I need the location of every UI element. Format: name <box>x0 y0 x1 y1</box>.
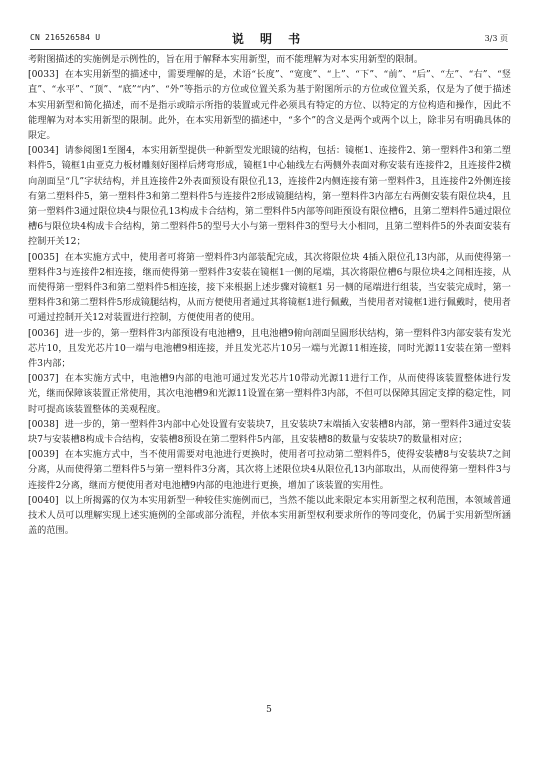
paragraph-number: [0039] <box>28 449 59 461</box>
page-indicator: 3/3 页 <box>484 34 508 43</box>
paragraph-0033 <box>28 67 511 143</box>
paragraph-number: [0034] <box>28 145 59 157</box>
paragraph-number: [0037] <box>28 373 59 385</box>
header-divider <box>30 49 508 50</box>
paragraph-text: 在本实施方式中，电池槽9内部的电池可通过发光芯片10带动光源11进行工作，从而使得该装置整体进行发光，继而保障该装置正常使用，其次电池槽9和光源11设置在第一塑料件3内部，不但可以保障其固定支撑的稳定性，同时可提高该装置整体的美观程度。 <box>28 373 511 415</box>
paragraph-text: 进一步的，第一塑料件3内部预设有电池槽9，且电池槽9俯向剖面呈圆形状结构，第一塑料件3内部安装有发光芯片10，且发光芯片10一端与电池槽9相连接，并且发光芯片10另一端与光源11相连接，同时光源11安装在第一塑料件3内部； <box>28 327 511 370</box>
paragraph-number: [0038] <box>28 418 59 430</box>
paragraph-0038 <box>28 417 511 447</box>
paragraph-0035 <box>28 250 511 326</box>
paragraph-text: 进一步的，第一塑料件3内部中心处设置有安装块7，且安装块7末端插入安装槽8内部，第一塑料件3通过安装块7与安装槽8构成卡合结构，安装槽8预设在第二塑料件5内部，且安装槽8的数量与安装块7的数量相对应； <box>28 418 511 446</box>
paragraph-number: [0035] <box>28 251 59 263</box>
paragraph-0040 <box>28 493 511 539</box>
paragraph-0037 <box>28 371 511 417</box>
paragraph-text: 在本实用新型的描述中，需要理解的是，术语“长度”、“宽度”、“上”、“下”、“前”、“后”、“左”、“右”、“竖直”、“水平”、“顶”、“底”“内”、“外”等指示的方位或位置关系为基于附图所示的方位或位置关系，仅是为了便于描述本实用新型和简化描述，而不是指示或暗示所指的装置或元件必须具有特定的方位、以特定的方位构造和操作，因此不能理解为对本实用新型的限制。此外，在本实用新型的描述中，“多个”的含义是两个或两个以上，除非另有明确具体的限定。 <box>28 69 511 142</box>
paragraph-text: 在本实施方式中，使用者可将第一塑料件3内部装配完成，其次将限位块 4插入限位孔13内部，从而使得第一塑料件3与连接件2相连接，继而使得第一塑料件3安装在镜框1一侧的尾端，其次将限位槽6与限位块4之间相连接，从而使得第一塑料件3和第二塑料件5相连接，接下来根据上述步骤对镜框1 另一侧的尾端进行组装，当安装完成时，第一塑料件3和第二塑料件5形成镜腿结构，从而方便使用者通过其将镜框1进行佩戴，当使用者对镜框1进行佩戴时，使用者可通过控制开关12对装置进行控制，方便使用者的使用。 <box>28 251 511 324</box>
paragraph-0034 <box>28 143 511 249</box>
paragraph-text: 请参阅图1至图4，本实用新型提供一种新型发光眼镜的结构，包括：镜框1、连接件2、第一塑料件3和第二塑料件5，镜框1由亚克力板材雕刻好图样后烤弯形成，镜框1中心轴线左右两侧外表面对称安装有连接件2，且连接件2横向剖面呈“几”字状结构，并且连接件2外表面预设有限位孔13，连接件2内侧连接有第一塑料件3，且连接件2外侧连接有第二塑料件5，第一塑料件3和第二塑料件5与连接件2形成镜腿结构，第一塑料件3内部左右两侧安装有限位块4，且第一塑料件3通过限位块4与限位孔13构成卡合结构，第二塑料件5内部等间距预设有限位槽6，且第二塑料件5通过限位槽6与限位块4构成卡合结构，第二塑料件5的型号大小与第一塑料件3的型号大小相同，且第二塑料件5的外表面安装有控制开关12； <box>28 145 511 248</box>
publication-number: CN 216526584 U <box>30 33 101 42</box>
paragraph-continued <box>28 52 511 67</box>
paragraph-number: [0033] <box>28 69 59 81</box>
paragraph-0036 <box>28 326 511 372</box>
page-number: 5 <box>266 705 272 715</box>
paragraph-text: 以上所揭露的仅为本实用新型一种较佳实施例而已，当然不能以此来限定本实用新型之权利范围，本领域普通技术人员可以理解实现上述实施例的全部或部分流程，并依本实用新型权利要求所作的等同变化，仍属于实用新型所涵盖的范围。 <box>28 494 511 537</box>
paragraph-text: 考附图描述的实施例是示例性的，旨在用于解释本实用新型，而不能理解为对本实用新型的限制。 <box>28 54 424 65</box>
paragraph-0039 <box>28 447 511 493</box>
page-header <box>30 30 508 48</box>
document-title: 说 明 书 <box>231 32 307 46</box>
paragraph-number: [0040] <box>28 494 59 506</box>
paragraph-text: 在本实施方式中，当不使用需要对电池进行更换时，使用者可拉动第二塑料件5，使得安装槽8与安装块7之间分离，从而使得第二塑料件5与第一塑料件3分离，其次将上述限位块4从限位孔13内部取出，从而使得第一塑料件3与连接件2分离，继而方便使用者对电池槽9内部的电池进行更换，增加了该装置的实用性。 <box>28 449 511 491</box>
paragraph-number: [0036] <box>28 327 59 339</box>
description-body <box>28 52 511 539</box>
